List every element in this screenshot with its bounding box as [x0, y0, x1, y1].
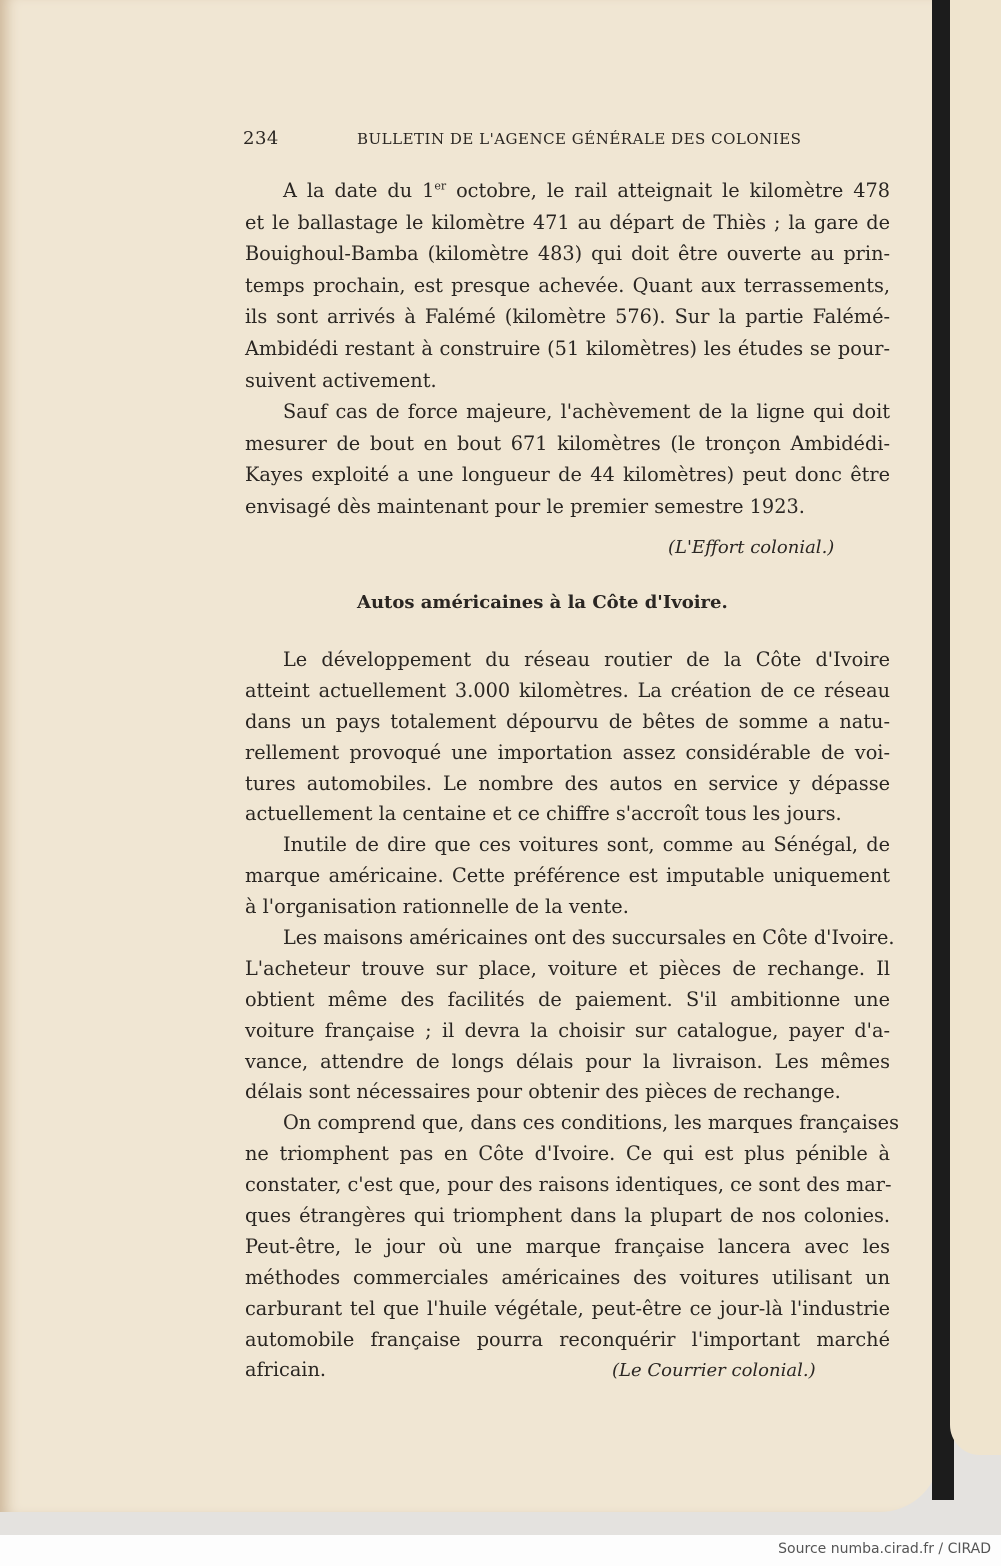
text-line: constater, c'est que, pour des raisons identiques, ce sont des mar- [245, 1173, 892, 1197]
text-line: Les maisons américaines ont des succursales en Côte d'Ivoire. [283, 926, 895, 950]
page-number: 234 [243, 128, 279, 149]
text-line: Bouighoul-Bamba (kilomètre 483) qui doit être ouverte au prin- [245, 242, 890, 266]
text-line: atteint actuellement 3.000 kilomètres. La création de ce réseau [245, 678, 890, 702]
source-footer: Source numba.cirad.fr / CIRAD [778, 1541, 991, 1557]
text-line: Kayes exploité a une longueur de 44 kilomètres) peut donc être [245, 463, 890, 487]
text-line: carburant tel que l'huile végétale, peut-être ce jour-là l'industrie [245, 1296, 890, 1320]
text-line: Peut-être, le jour où une marque française lancera avec les [245, 1234, 890, 1258]
text-line: à l'organisation rationnelle de la vente. [245, 895, 629, 919]
text-line: ques étrangères qui triomphent dans la plupart de nos colonies. [245, 1204, 890, 1228]
text-line: voiture française ; il devra la choisir sur catalogue, payer d'a- [245, 1018, 890, 1042]
text-line: Inutile de dire que ces voitures sont, comme au Sénégal, de [283, 833, 890, 857]
article-title: Autos américaines à la Côte d'Ivoire. [357, 592, 728, 613]
text-line: tures automobiles. Le nombre des autos en service y dépasse [245, 771, 890, 795]
text-line: rellement provoqué une importation assez considérable de voi- [245, 740, 890, 764]
text-line [245, 175, 890, 207]
text-fragment: octobre, le rail atteignait le kilomètre 478 [446, 179, 890, 202]
text-line: Sauf cas de force majeure, l'achèvement de la ligne qui doit [283, 400, 890, 424]
text-line: méthodes commerciales américaines des voitures utilisant un [245, 1265, 890, 1289]
text-line: mesurer de bout en bout 671 kilomètres (le tronçon Ambidédi- [245, 431, 890, 455]
text-line: actuellement la centaine et ce chiffre s'accroît tous les jours. [245, 802, 842, 826]
text-line: automobile française pourra reconquérir l'important marché [245, 1327, 890, 1351]
text-line: dans un pays totalement dépourvu de bêtes de somme a natu- [245, 709, 890, 733]
text-line: délais sont nécessaires pour obtenir des pièces de rechange. [245, 1080, 841, 1104]
text-line: suivent activement. [245, 368, 437, 392]
superscript: er [434, 179, 447, 193]
text-line: envisagé dès maintenant pour le premier semestre 1923. [245, 494, 805, 518]
text-line: obtient même des facilités de paiement. S'il ambitionne une [245, 987, 890, 1011]
text-line: ils sont arrivés à Falémé (kilomètre 576). Sur la partie Falémé- [245, 305, 890, 329]
source-citation: (Le Courrier colonial.) [612, 1360, 816, 1381]
text-line: ne triomphent pas en Côte d'Ivoire. Ce qui est plus pénible à [245, 1142, 890, 1166]
text-line: L'acheteur trouve sur place, voiture et pièces de rechange. Il [245, 956, 890, 980]
source-citation: (L'Effort colonial.) [668, 537, 835, 558]
text-line: africain. [245, 1358, 327, 1382]
text-line: marque américaine. Cette préférence est imputable uniquement [245, 864, 890, 888]
text-fragment: A la date du 1 [283, 179, 435, 202]
text-line: On comprend que, dans ces conditions, les marques françaises [283, 1111, 899, 1135]
running-title: BULLETIN DE L'AGENCE GÉNÉRALE DES COLONIES [357, 130, 802, 148]
article-railway [245, 175, 890, 523]
text-line: vance, attendre de longs délais pour la livraison. Les mêmes [245, 1049, 890, 1073]
text-line: Ambidédi restant à construire (51 kilomètres) les études se pour- [245, 336, 890, 360]
text-line: temps prochain, est presque achevée. Quant aux terrassements, [245, 273, 890, 297]
next-page-edge [950, 0, 1001, 1455]
text-line: Le développement du réseau routier de la Côte d'Ivoire [283, 648, 890, 671]
article-autos [245, 645, 899, 1386]
text-line: et le ballastage le kilomètre 471 au départ de Thiès ; la gare de [245, 210, 890, 234]
